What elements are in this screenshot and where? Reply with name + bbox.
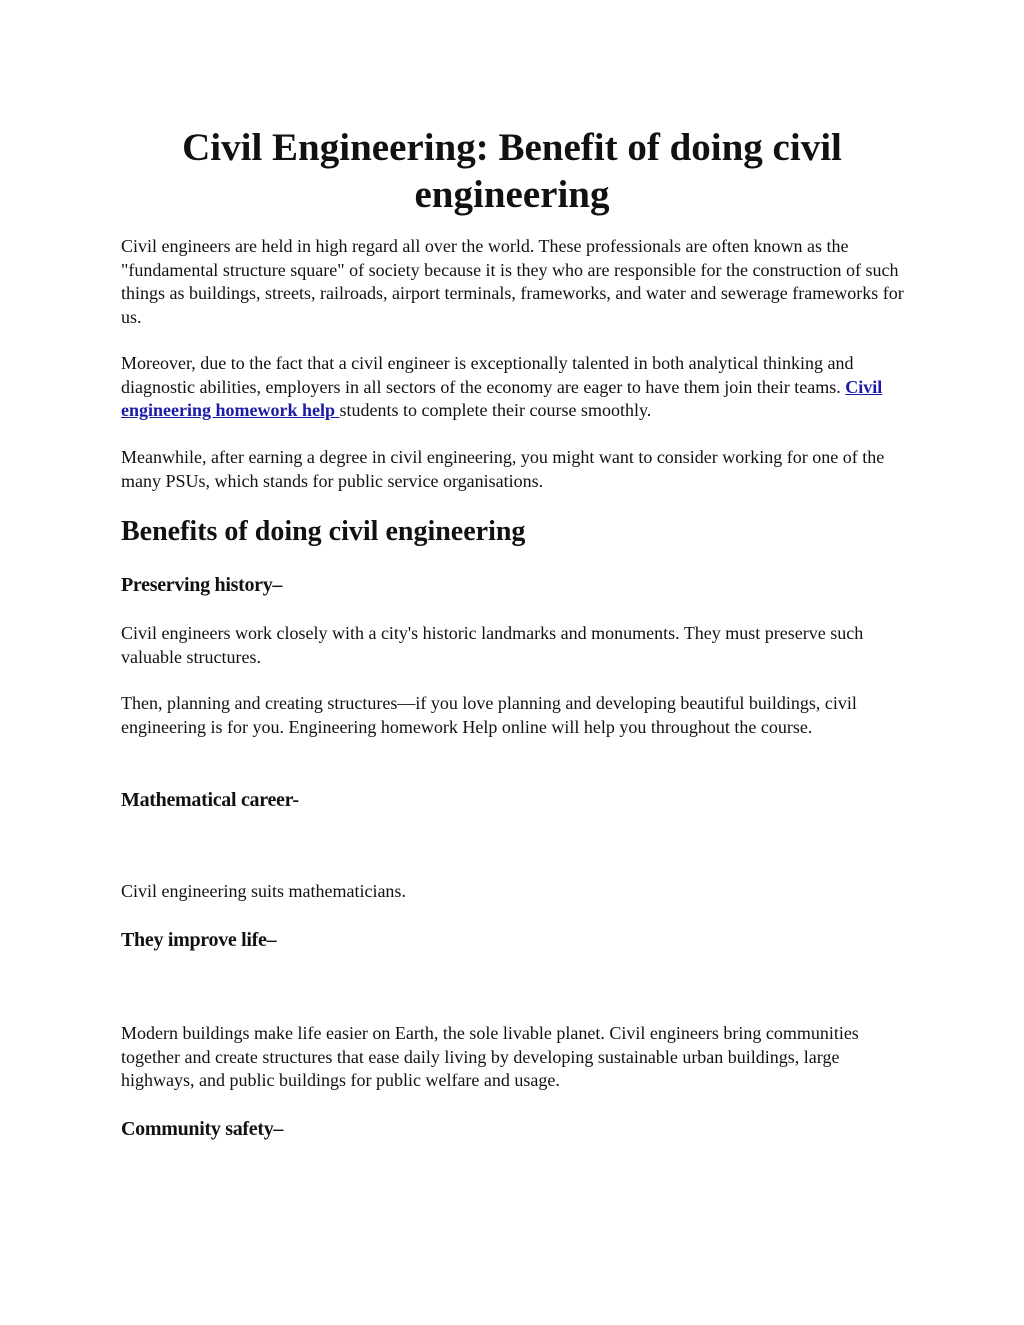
section-heading-preserving-history: Preserving history– xyxy=(121,574,283,596)
intro-paragraph-2 xyxy=(121,352,911,423)
section-heading-community-safety: Community safety– xyxy=(121,1118,284,1140)
benefits-heading: Benefits of doing civil engineering xyxy=(121,516,526,547)
intro-paragraph-3: Meanwhile, after earning a degree in civil engineering, you might want to consider working for one of the many PSUs, which stands for public service organisations. xyxy=(121,447,885,491)
intro-paragraph-2-text-after: students to complete their course smoothly. xyxy=(339,400,652,420)
page-title: Civil Engineering: Benefit of doing civil engineering xyxy=(182,126,842,216)
they-improve-life-paragraph: Modern buildings make life easier on Earth, the sole livable planet. Civil engineers bring communities together and create structures that ease daily living by developing sustainable urban buildings, large highways, and public buildings for public welfare and usage. xyxy=(121,1023,859,1090)
preserving-history-paragraph-2: Then, planning and creating structures—if you love planning and developing beautiful buildings, civil engineering is for you. Engineering homework Help online will help you throughout the course. xyxy=(121,693,857,737)
intro-paragraph-1: Civil engineers are held in high regard all over the world. These professionals are often known as the "fundamental structure square" of society because it is they who are responsible for the construction of such things as buildings, streets, railroads, airport terminals, frameworks, and water and sewerage frameworks for us. xyxy=(121,236,904,327)
section-heading-mathematical-career: Mathematical career- xyxy=(121,789,299,811)
preserving-history-paragraph-1: Civil engineers work closely with a city's historic landmarks and monuments. They must preserve such valuable structures. xyxy=(121,623,864,667)
mathematical-career-paragraph: Civil engineering suits mathematicians. xyxy=(121,881,406,901)
intro-paragraph-2-text-before: Moreover, due to the fact that a civil engineer is exceptionally talented in both analytical thinking and diagnostic abilities, employers in all sectors of the economy are eager to have them join their teams. xyxy=(121,353,854,397)
section-heading-they-improve-life: They improve life– xyxy=(121,929,277,951)
civil-engineering-homework-help-link[interactable]: Civil engineering homework help xyxy=(121,376,883,420)
